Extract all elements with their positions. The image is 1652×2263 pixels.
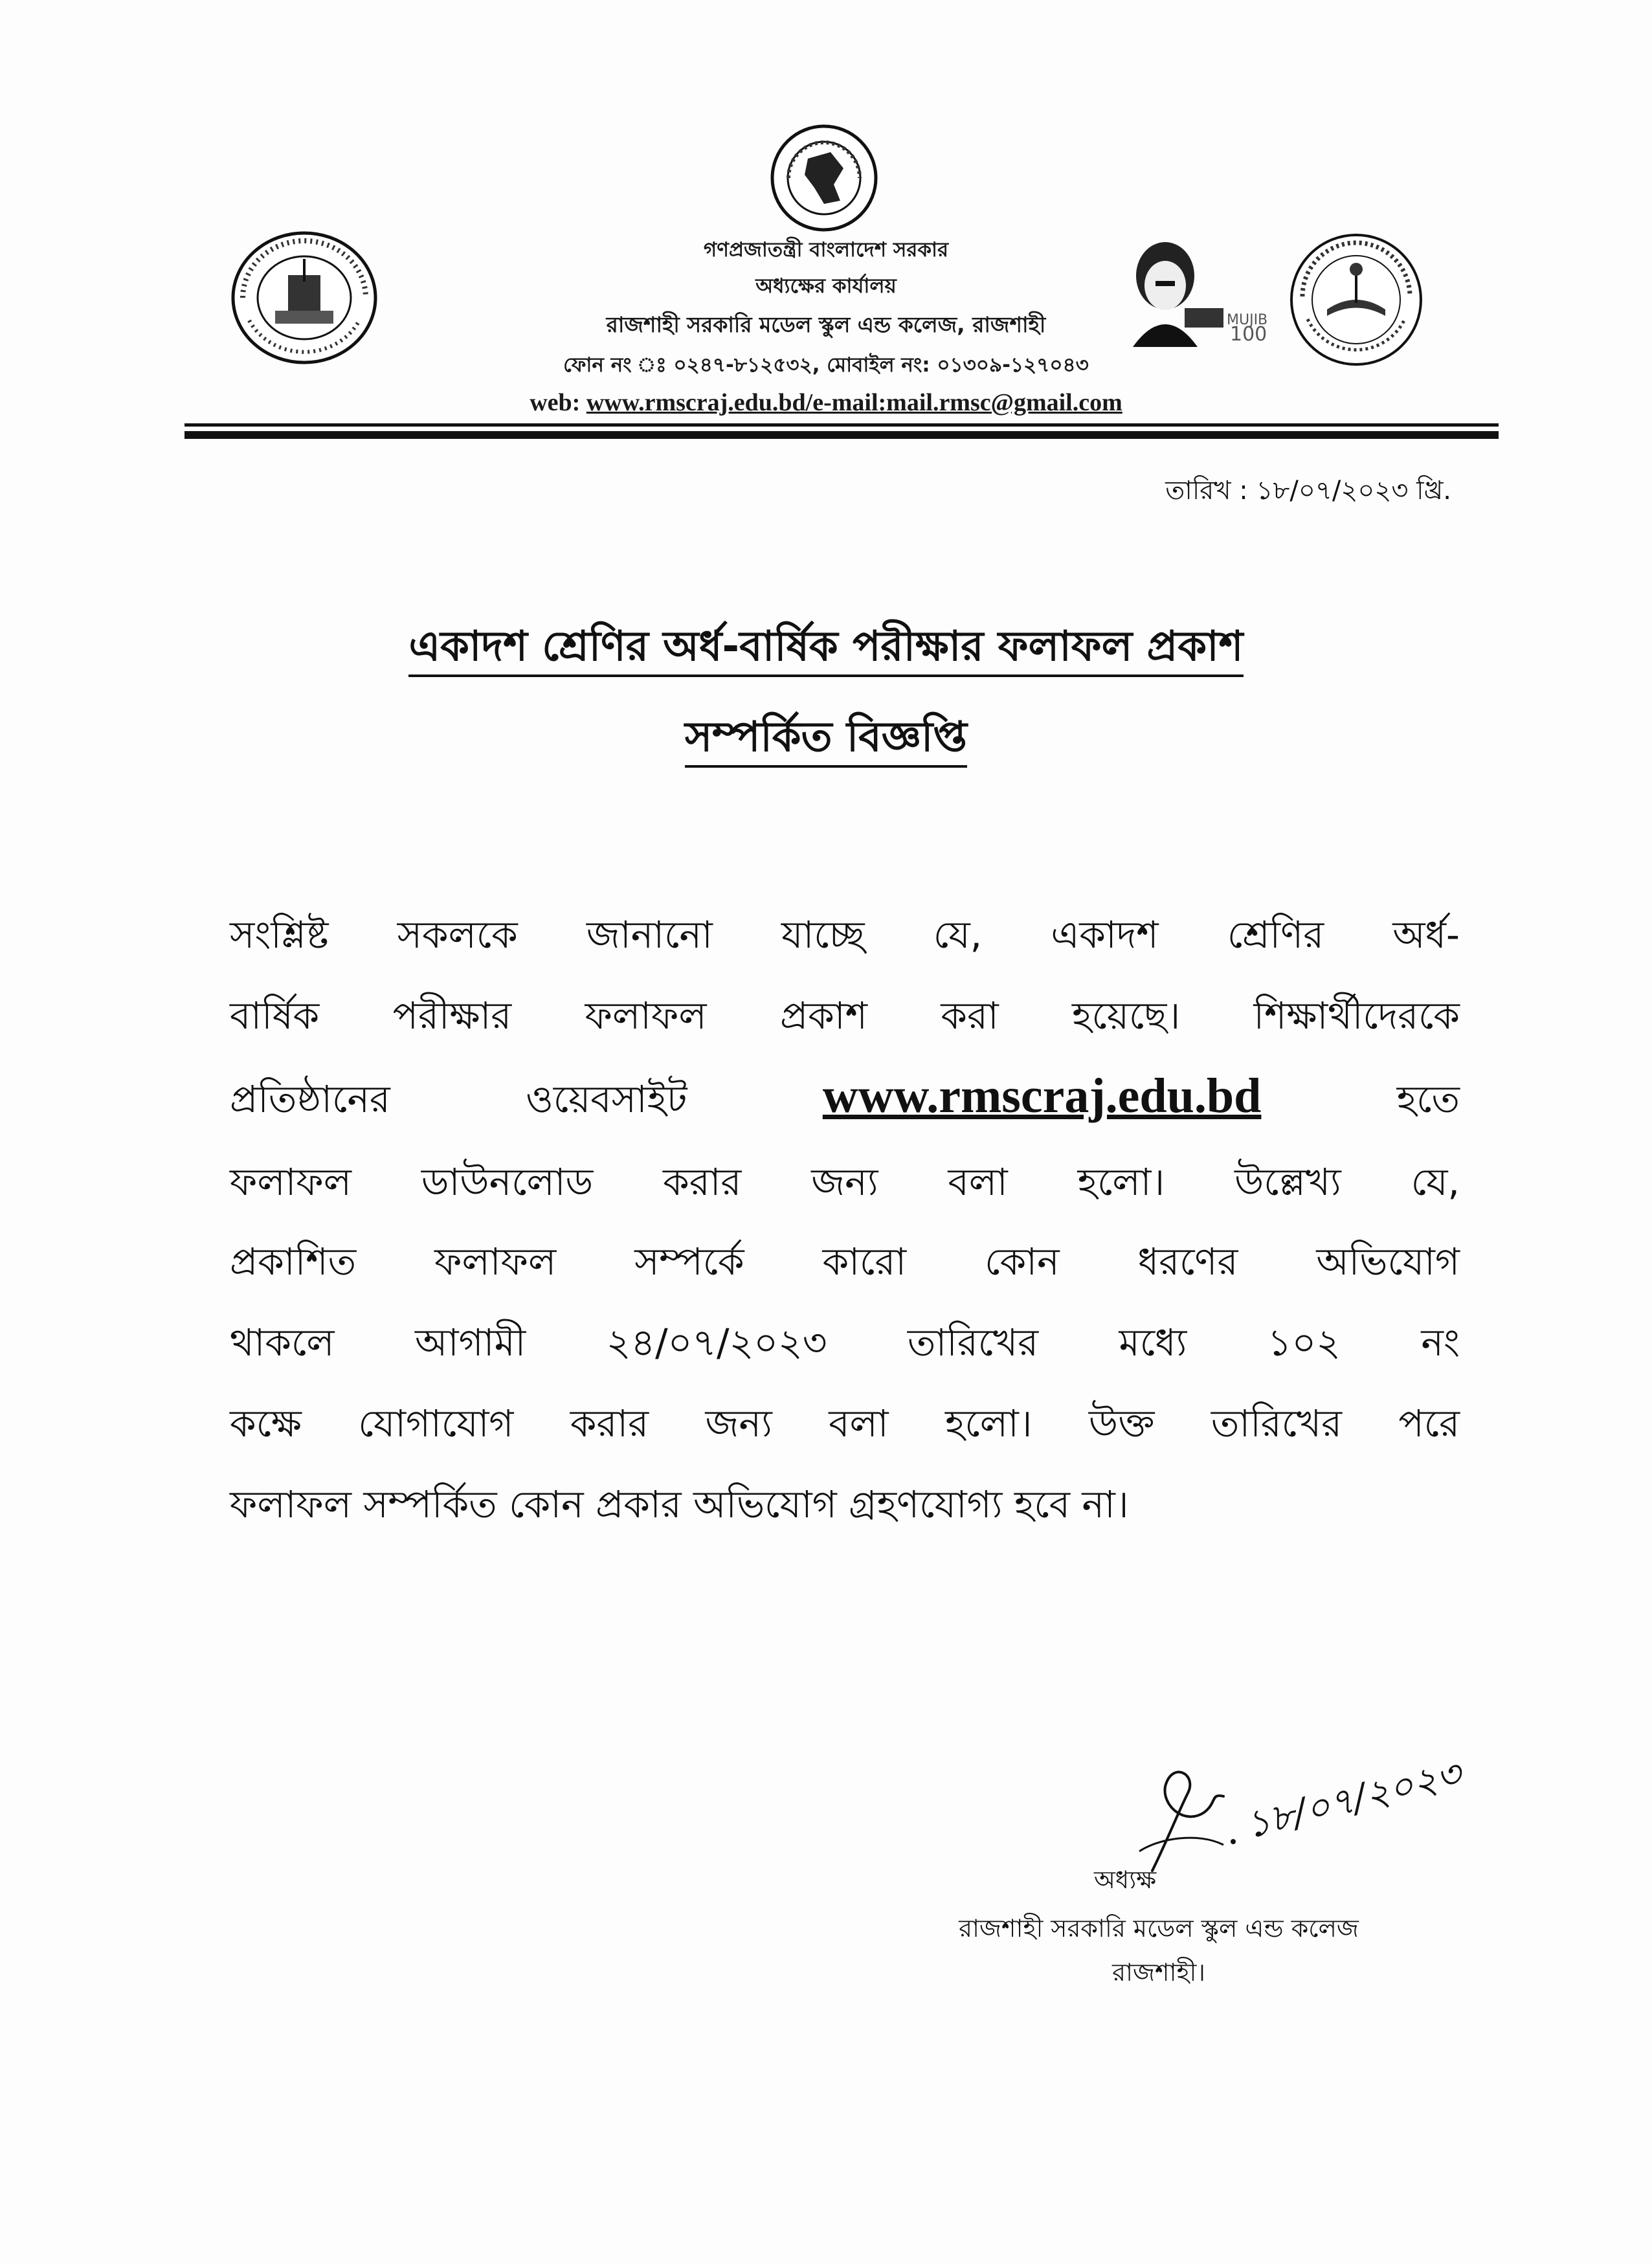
government-seal-icon: [769, 123, 879, 233]
title-line-1: একাদশ শ্রেণির অর্ধ-বার্ষিক পরীক্ষার ফলাফল প্রকাশ: [408, 623, 1243, 677]
body-line-3: [230, 1068, 1460, 1133]
body-line-2: বার্ষিক পরীক্ষার ফলাফল প্রকাশ করা হয়েছে। শিক্ষার্থীদেরকে: [230, 994, 1460, 1038]
signature-date: ১৮/০৭/২০২৩: [1240, 1751, 1463, 1847]
body-line-8: ফলাফল সম্পর্কিত কোন প্রকার অভিযোগ গ্রহণযোগ্য হবে না।: [230, 1482, 1129, 1526]
signatory-college: রাজশাহী সরকারি মডেল স্কুল এন্ড কলেজ: [959, 1914, 1359, 1943]
notice-subtitle: [0, 706, 1652, 775]
body-line-6: থাকলে আগামী ২৪/০৭/২০২৩ তারিখের মধ্যে ১০২ নং: [230, 1321, 1460, 1365]
contact-phone: ফোন নং ঃ ০২৪৭-৮১২৫৩২, মোবাইল নং: ০১৩০৯-১২৭০৪৩: [563, 353, 1089, 377]
web-label: web:: [530, 389, 581, 416]
svg-text:100: 100: [1230, 323, 1267, 346]
signatory-city: রাজশাহী।: [1112, 1958, 1205, 1987]
header-divider-thick: [184, 431, 1499, 439]
notice-date: তারিখ : ১৮/০৭/২০২৩ খ্রি.: [1165, 476, 1451, 506]
body-line-3-start: প্রতিষ্ঠানের ওয়েবসাইট: [230, 1077, 687, 1121]
signatory-title: অধ্যক্ষ: [1094, 1866, 1157, 1894]
website-link[interactable]: www.rmscraj.edu.bd: [822, 1069, 1262, 1123]
office-name: অধ্যক্ষের কার্যালয়: [755, 274, 897, 298]
title-line-2: সম্পর্কিত বিজ্ঞপ্তি: [685, 713, 967, 768]
body-line-3-end: হতে: [1396, 1077, 1460, 1121]
web-email-link[interactable]: www.rmscraj.edu.bd/e-mail:mail.rmsc@gmail.com: [586, 389, 1122, 416]
header-divider-thin: [184, 423, 1499, 427]
college-name: রাজশাহী সরকারি মডেল স্কুল এন্ড কলেজ, রাজশাহী: [606, 312, 1046, 337]
body-line-4: ফলাফল ডাউনলোড করার জন্য বলা হলো। উল্লেখ্য যে,: [230, 1160, 1460, 1204]
body-line-1: সংশ্লিষ্ট সকলকে জানানো যাচ্ছে যে, একাদশ শ্রেণির অর্ধ-: [230, 913, 1460, 957]
svg-text:MUJIB: MUJIB: [1227, 312, 1268, 328]
web-email-line: [0, 388, 1652, 417]
notice-title: [0, 615, 1652, 684]
body-line-7: কক্ষে যোগাযোগ করার জন্য বলা হলো। উক্ত তারিখের পরে: [230, 1401, 1460, 1445]
body-line-5: প্রকাশিত ফলাফল সম্পর্কে কারো কোন ধরণের অভিযোগ: [230, 1240, 1460, 1284]
government-name: গণপ্রজাতন্ত্রী বাংলাদেশ সরকার: [703, 238, 949, 262]
